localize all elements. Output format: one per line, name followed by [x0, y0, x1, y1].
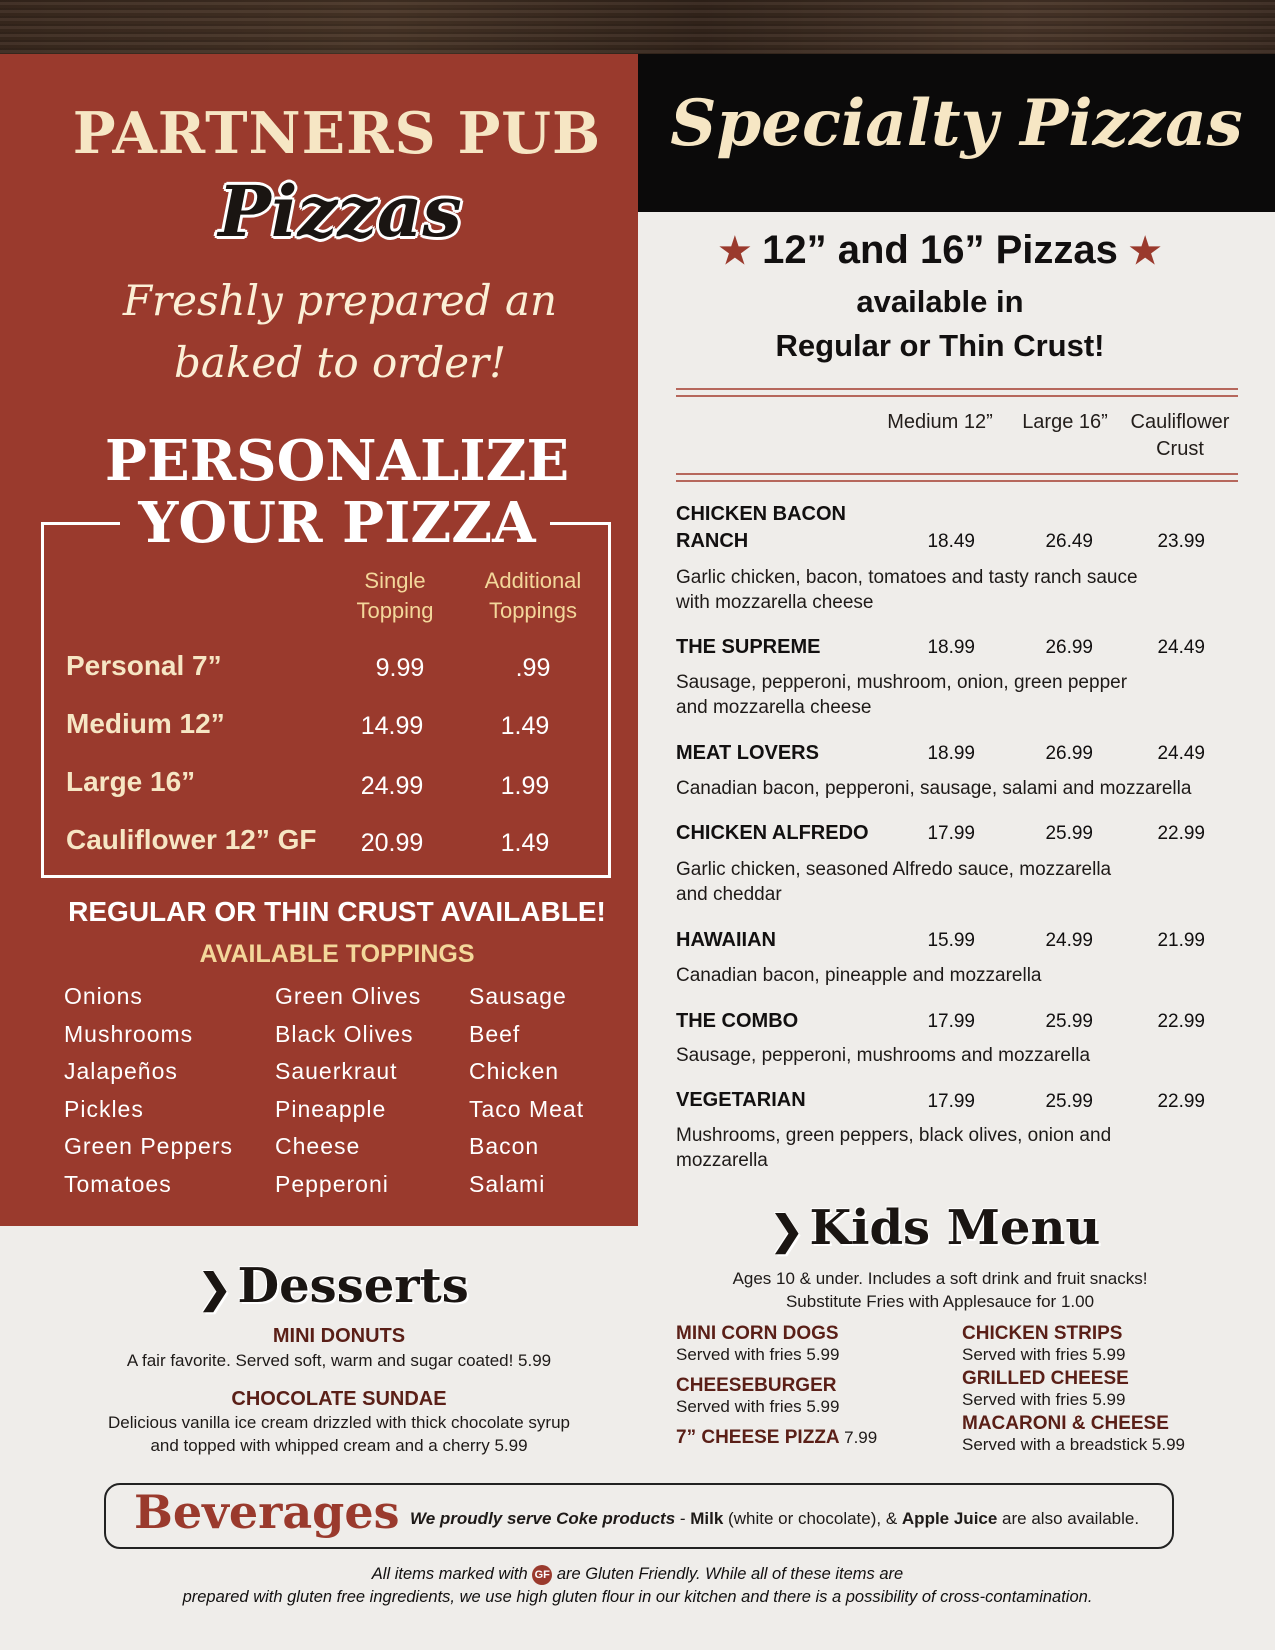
col-cauliflower-line-2: Crust [1156, 438, 1204, 460]
pizza-description [676, 565, 1176, 615]
price-medium-single: 14.99 [360, 712, 424, 740]
pizza-name: VEGETARIAN [676, 1089, 806, 1111]
col-additional-line-2: Toppings [488, 598, 578, 623]
pizza-desc-line-1: Garlic chicken, bacon, tomatoes and tasty ranch sauce [676, 567, 1138, 588]
beverages-text [410, 1509, 1139, 1529]
pizza-name [676, 501, 846, 555]
beverages-milk: Milk [690, 1509, 724, 1528]
dessert-name: CHOCOLATE SUNDAE [231, 1388, 447, 1410]
kids-item-desc: Served with a breadstick 5.99 [962, 1435, 1186, 1454]
size-personal: Personal 7” [66, 650, 222, 681]
pizza-price-cauliflower: 24.49 [1157, 637, 1205, 658]
gf-badge-icon: GF [532, 1565, 552, 1585]
pizza-name: THE SUPREME [676, 636, 821, 658]
star-icon: ★ [1128, 230, 1162, 271]
pizza-name-line-1: CHICKEN BACON [676, 503, 846, 525]
beverages-coke: We proudly serve Coke products [410, 1509, 676, 1528]
kids-heading-text: Kids Menu [809, 1200, 1101, 1256]
size-cauliflower: Cauliflower 12” GF [66, 824, 317, 855]
beverages-dash: - [675, 1509, 691, 1528]
pizza-price-medium: 18.99 [927, 637, 975, 658]
tagline-line-1: Freshly prepared an [122, 276, 558, 325]
topping-item: Chicken [469, 1058, 560, 1084]
kids-item-price: 7.99 [844, 1428, 878, 1447]
pizza-description [676, 857, 1176, 907]
pizza-desc-line-1: Sausage, pepperoni, mushroom, onion, green pepper [676, 672, 1128, 693]
kids-item-name: CHEESEBURGER [676, 1375, 837, 1396]
pizza-price-cauliflower: 22.99 [1157, 1011, 1205, 1032]
gluten-footnote-line-1 [0, 1565, 1275, 1585]
kids-item-name: CHICKEN STRIPS [962, 1323, 1123, 1344]
pizza-price-large: 26.99 [1045, 637, 1093, 658]
price-personal-single: 9.99 [375, 654, 425, 682]
kids-left-column [676, 1323, 877, 1449]
price-large-additional: 1.99 [500, 772, 550, 800]
crust-note: REGULAR OR THIN CRUST AVAILABLE! [68, 896, 606, 927]
pizza-description: Canadian bacon, pineapple and mozzarella [676, 965, 1042, 986]
kids-item-name: 7” CHEESE PIZZA [676, 1427, 840, 1448]
pizza-price-cauliflower: 22.99 [1157, 1091, 1205, 1112]
price-medium-additional: 1.49 [500, 712, 550, 740]
kids-item-desc: Served with fries 5.99 [962, 1390, 1126, 1409]
beverages-milk-note: (white or chocolate), & [723, 1509, 902, 1528]
topping-item: Bacon [469, 1133, 540, 1159]
price-personal-additional: .99 [515, 654, 551, 682]
topping-item: Sausage [469, 983, 567, 1009]
topping-item: Pickles [64, 1095, 144, 1122]
kids-menu-heading [770, 1200, 1100, 1256]
pizza-desc-line-2: mozzarella [676, 1150, 768, 1171]
pizza-price-medium: 15.99 [927, 930, 975, 951]
brand-title: PARTNERS PUB [72, 100, 602, 167]
dessert-desc: A fair favorite. Served soft, warm and sugar coated! 5.99 [126, 1351, 552, 1370]
kids-item-name: GRILLED CHEESE [962, 1368, 1129, 1389]
size-large: Large 16” [66, 766, 196, 797]
pizza-price-large: 25.99 [1045, 1091, 1093, 1112]
dessert-desc-line-2: and topped with whipped cream and a cherry 5.99 [150, 1436, 528, 1455]
personalize-heading: PERSONALIZE [104, 428, 570, 494]
pizza-price-medium: 17.99 [927, 1091, 975, 1112]
topping-item: Onions [64, 983, 143, 1009]
chevron-right-icon: ❯ [198, 1265, 232, 1312]
topping-item: Green Peppers [64, 1133, 233, 1159]
size-medium: Medium 12” [66, 708, 225, 739]
toppings-column-2 [275, 983, 421, 1208]
pizza-price-medium: 17.99 [927, 1011, 975, 1032]
topping-item: Cheese [275, 1133, 361, 1159]
tagline-line-2: baked to order! [173, 338, 507, 387]
desserts-heading-text: Desserts [237, 1258, 469, 1314]
divider [676, 395, 1238, 397]
toppings-heading: AVAILABLE TOPPINGS [199, 940, 475, 968]
pizza-price-large: 26.49 [1045, 531, 1093, 552]
pizza-description [676, 670, 1176, 720]
pizza-description: Sausage, pepperoni, mushrooms and mozzarella [676, 1045, 1091, 1066]
specialty-title: Specialty Pizzas [670, 86, 1243, 161]
pizza-price-cauliflower: 21.99 [1157, 930, 1205, 951]
pizza-desc-line-2: and cheddar [676, 884, 782, 905]
price-cauliflower-single: 20.99 [360, 829, 424, 857]
pizza-price-large: 26.99 [1045, 743, 1093, 764]
brand-script-title: Pizzas [218, 170, 462, 253]
kids-item-cheese-pizza [676, 1427, 877, 1449]
col-single-topping [320, 566, 470, 626]
topping-item: Mushrooms [64, 1020, 194, 1047]
kids-item-desc: Served with fries 5.99 [676, 1397, 840, 1416]
col-single-line-2: Topping [356, 598, 434, 623]
kids-item-name: MACARONI & CHEESE [962, 1413, 1169, 1434]
topping-item: Pineapple [275, 1095, 387, 1122]
col-additional-line-1: Additional [484, 568, 582, 593]
kids-note-line-1: Ages 10 & under. Includes a soft drink and fruit snacks! [732, 1269, 1148, 1288]
pizza-price-large: 24.99 [1045, 930, 1093, 951]
pizza-price-large: 25.99 [1045, 1011, 1093, 1032]
dessert-desc [64, 1411, 614, 1457]
topping-item: Taco Meat [469, 1095, 585, 1122]
pizza-name-line-2: RANCH [676, 530, 749, 552]
pizza-description [676, 1123, 1176, 1173]
divider [676, 388, 1238, 390]
topping-item: Beef [469, 1020, 521, 1047]
pizza-price-large: 25.99 [1045, 823, 1093, 844]
divider [676, 480, 1238, 482]
specialty-sizes-line [660, 228, 1220, 273]
kids-item-desc: Served with fries 5.99 [962, 1345, 1126, 1364]
kids-note [660, 1267, 1220, 1313]
dessert-name: MINI DONUTS [272, 1325, 406, 1347]
pizza-price-medium: 18.49 [927, 531, 975, 552]
pizza-name: CHICKEN ALFREDO [676, 822, 869, 844]
kids-item-name: MINI CORN DOGS [676, 1323, 839, 1344]
col-single-line-1: Single [364, 568, 426, 593]
toppings-column-1 [64, 983, 233, 1208]
col-cauliflower-line-1: Cauliflower [1130, 411, 1230, 433]
star-icon: ★ [718, 230, 751, 271]
col-large-16: Large 16” [1022, 411, 1108, 433]
topping-item: Black Olives [275, 1020, 414, 1047]
beverages-tail: are also available. [997, 1509, 1140, 1528]
col-cauliflower [1120, 409, 1240, 463]
divider [676, 473, 1238, 475]
topping-item: Salami [469, 1170, 546, 1197]
pizza-price-cauliflower: 23.99 [1157, 531, 1205, 552]
kids-item-desc: Served with fries 5.99 [676, 1345, 840, 1364]
topping-item: Sauerkraut [275, 1058, 398, 1084]
topping-item: Jalapeños [64, 1058, 178, 1084]
pizza-price-medium: 18.99 [927, 743, 975, 764]
kids-right-column [962, 1323, 1185, 1455]
topping-item: Green Olives [275, 983, 422, 1009]
pizza-desc-line-1: Garlic chicken, seasoned Alfredo sauce, mozzarella [676, 859, 1112, 880]
gluten-footnote-line-2: prepared with gluten free ingredients, we use high gluten flour in our kitchen and there is a possibility of cross-contamination. [182, 1588, 1093, 1606]
your-pizza-heading: YOUR PIZZA [138, 490, 536, 556]
pizza-price-cauliflower: 22.99 [1157, 823, 1205, 844]
sizes-text: 12” and 16” Pizzas [762, 228, 1118, 272]
kids-note-line-2: Substitute Fries with Applesauce for 1.00 [785, 1292, 1095, 1311]
col-additional-toppings [458, 566, 608, 626]
footnote-part-2: are Gluten Friendly. While all of these items are [552, 1565, 904, 1583]
beverages-juice: Apple Juice [901, 1509, 998, 1528]
wood-header-strip [0, 0, 1275, 54]
crust-line: Regular or Thin Crust! [775, 328, 1105, 363]
pizza-desc-line-1: Mushrooms, green peppers, black olives, onion and [676, 1125, 1112, 1146]
available-line: available in [856, 284, 1024, 319]
pizza-name: HAWAIIAN [676, 929, 776, 951]
price-cauliflower-additional: 1.49 [500, 829, 550, 857]
dessert-desc-line-1: Delicious vanilla ice cream drizzled with thick chocolate syrup [107, 1413, 571, 1432]
pizza-name: THE COMBO [676, 1010, 799, 1032]
topping-item: Tomatoes [64, 1170, 172, 1197]
pizza-price-cauliflower: 24.49 [1157, 743, 1205, 764]
pizza-price-medium: 17.99 [927, 823, 975, 844]
footnote-part-1: All items marked with [371, 1565, 533, 1583]
desserts-heading [198, 1258, 469, 1314]
pizza-name: MEAT LOVERS [676, 742, 819, 764]
chevron-right-icon: ❯ [770, 1207, 804, 1254]
topping-item: Pepperoni [275, 1170, 389, 1197]
pizza-desc-line-2: with mozzarella cheese [676, 592, 874, 613]
beverages-heading: Beverages [134, 1485, 400, 1539]
price-large-single: 24.99 [360, 772, 424, 800]
toppings-column-3 [469, 983, 584, 1208]
col-medium-12: Medium 12” [887, 411, 993, 433]
pizza-desc-line-2: and mozzarella cheese [676, 697, 872, 718]
pizza-description: Canadian bacon, pepperoni, sausage, salami and mozzarella [676, 778, 1192, 799]
